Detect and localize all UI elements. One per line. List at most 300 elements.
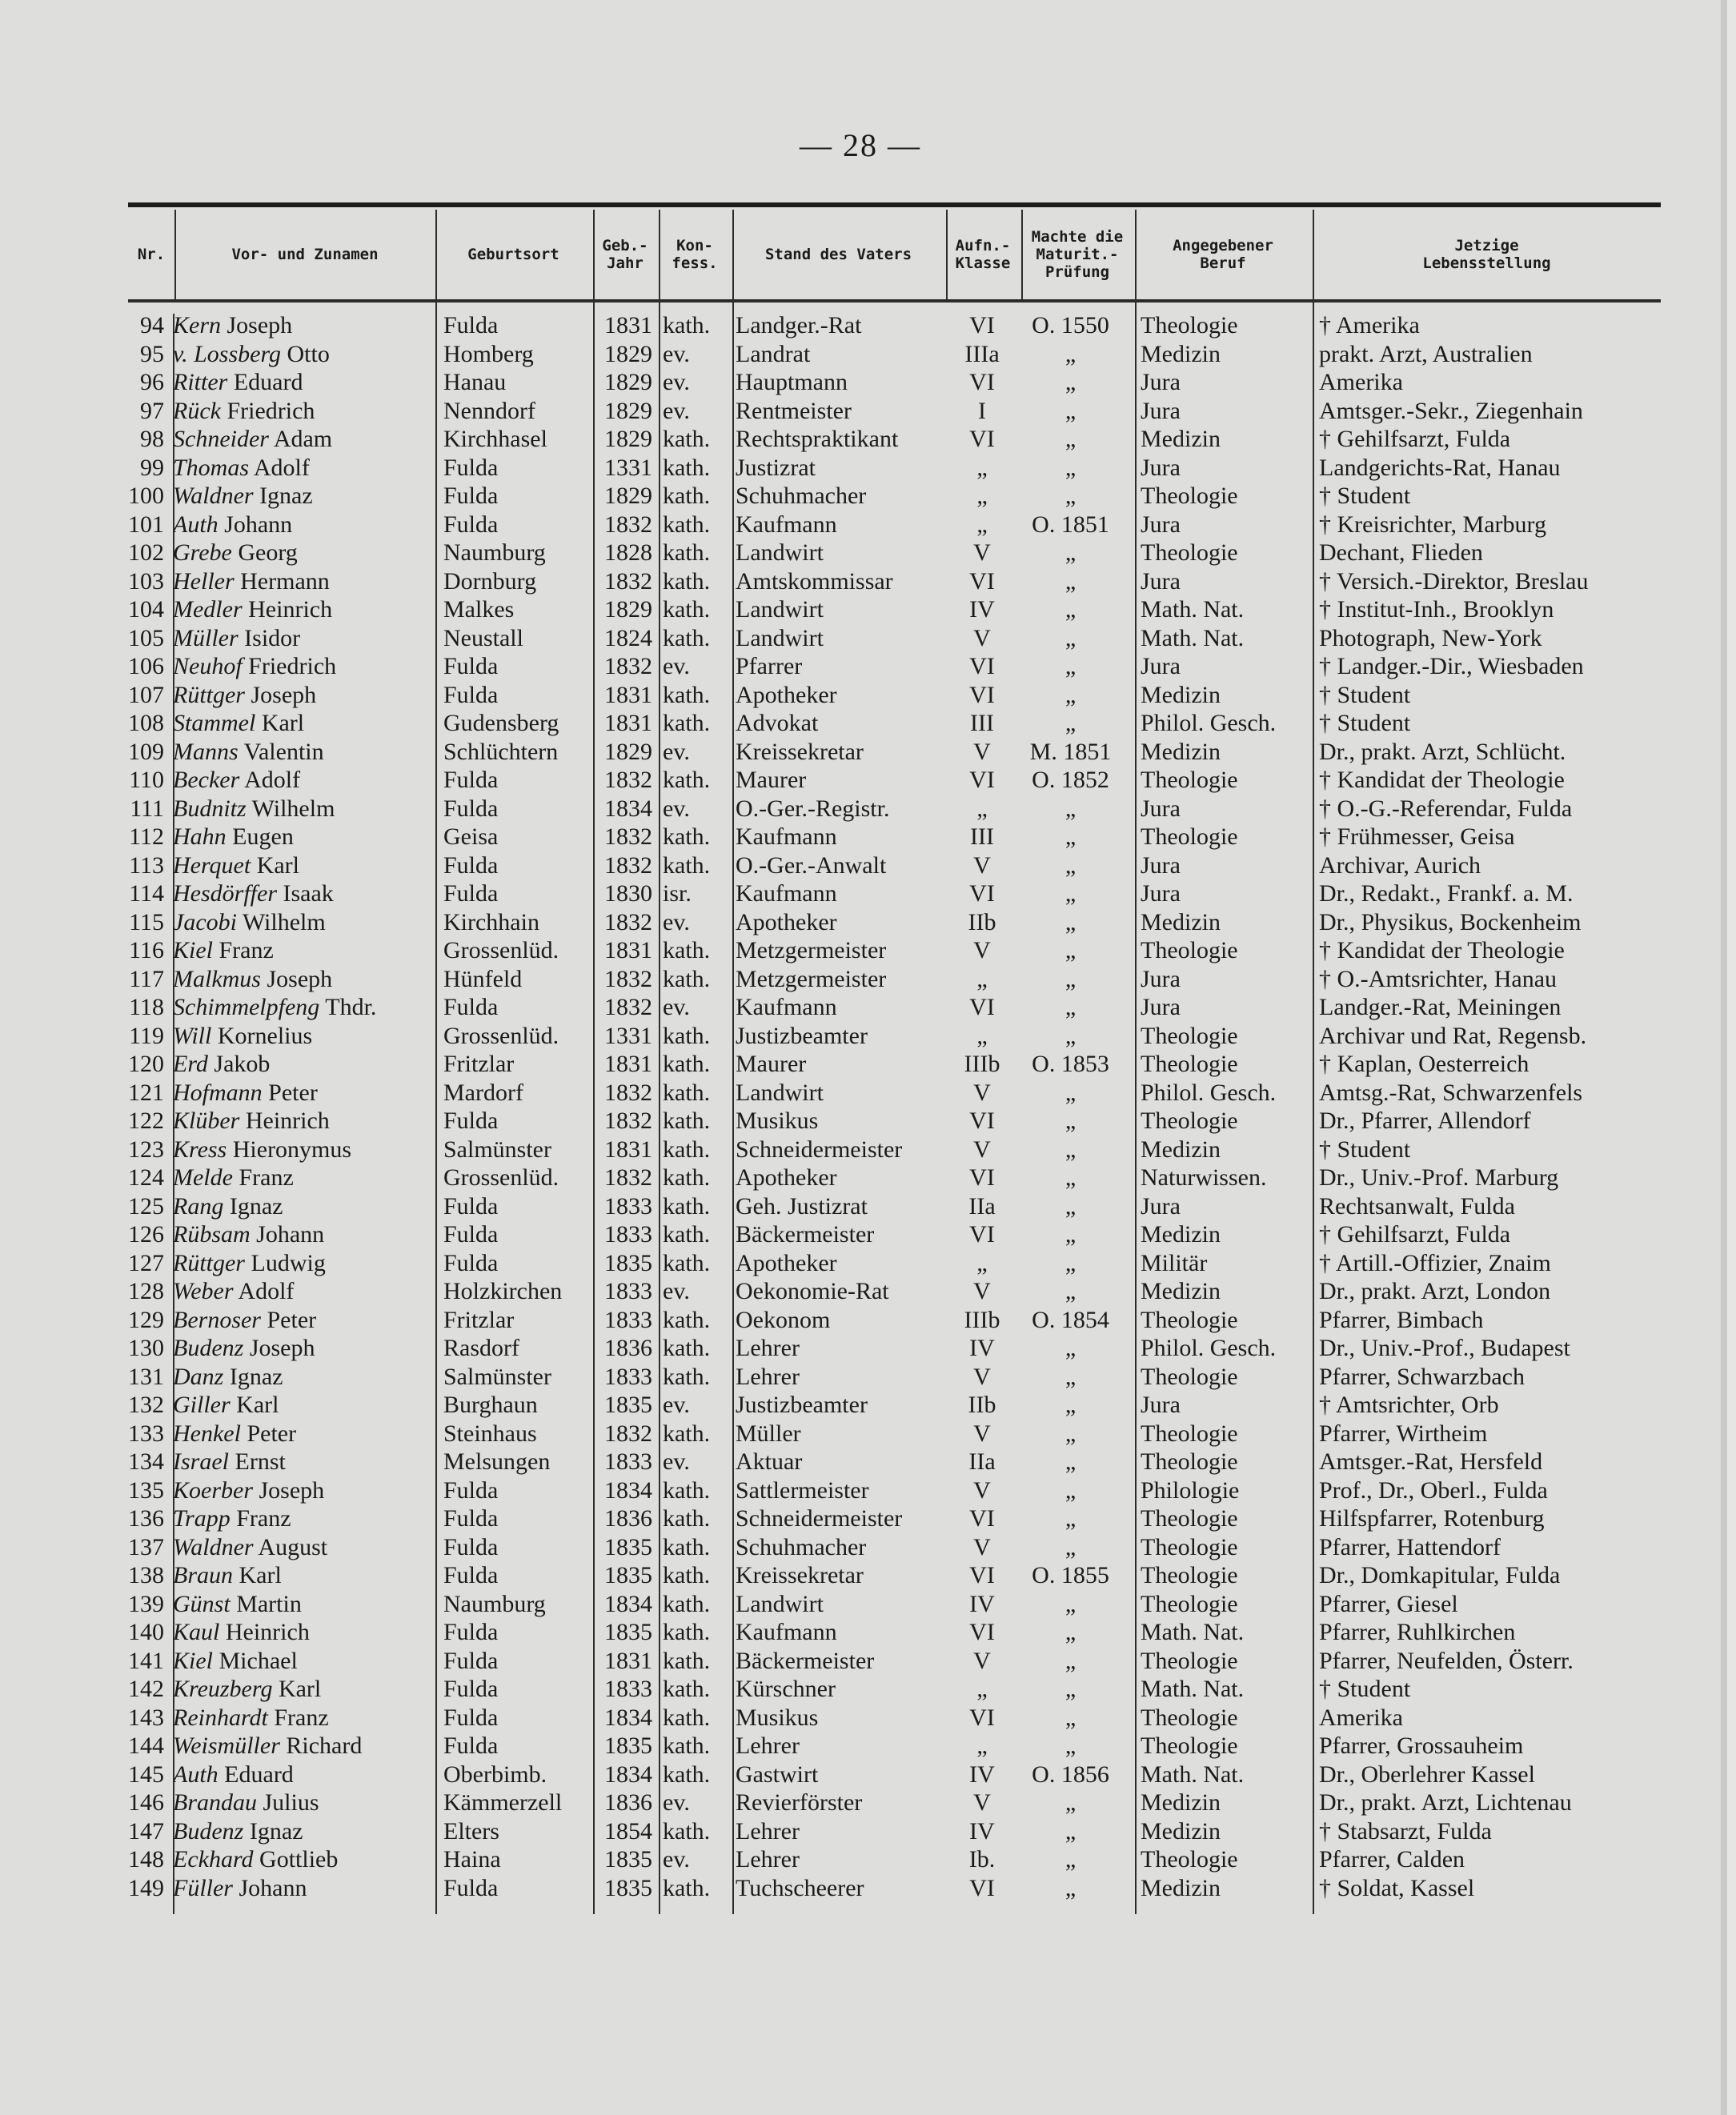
father-occupation: Kaufmann xyxy=(736,1619,837,1645)
current-position: Dr., prakt. Arzt, Lichtenau xyxy=(1319,1789,1572,1816)
admission-class: VI xyxy=(969,1562,995,1588)
current-position: † Student xyxy=(1319,710,1411,736)
current-position: Dr., Univ.-Prof. Marburg xyxy=(1319,1164,1559,1191)
birthplace: Hanau xyxy=(443,369,507,395)
given-name: Kornelius xyxy=(217,1022,313,1049)
surname: Weber xyxy=(173,1278,234,1304)
confession: kath. xyxy=(663,426,711,452)
maturity-exam: „ xyxy=(1064,1476,1076,1504)
maturity-exam: „ xyxy=(1064,851,1076,879)
birthplace: Grossenlüd. xyxy=(443,1022,559,1049)
birthplace: Fulda xyxy=(443,1647,499,1674)
father-occupation: Maurer xyxy=(736,767,807,793)
given-name: Hermann xyxy=(240,567,330,595)
maturity-exam: „ xyxy=(1064,908,1076,935)
current-position: Dr., Pfarrer, Allendorf xyxy=(1319,1108,1531,1134)
birthplace: Homberg xyxy=(443,340,534,367)
maturity-exam: „ xyxy=(1064,965,1076,992)
surname: Henkel xyxy=(173,1420,241,1447)
maturity-exam: „ xyxy=(1064,710,1076,736)
stated-profession: Medizin xyxy=(1141,426,1221,452)
given-name: Friedrich xyxy=(248,653,337,679)
birth-year: 1834 xyxy=(604,795,652,822)
birthplace: Fulda xyxy=(443,1732,499,1759)
maturity-exam: O. 1852 xyxy=(1032,767,1109,793)
given-name: Adam xyxy=(273,426,333,452)
admission-class: „ xyxy=(976,1249,988,1276)
table-row xyxy=(128,567,1661,596)
father-occupation: Bäckermeister xyxy=(736,1221,875,1248)
stated-profession: Theologie xyxy=(1141,1108,1238,1134)
maturity-exam: „ xyxy=(1064,1192,1076,1220)
maturity-exam: „ xyxy=(1064,1704,1076,1731)
birthplace: Fulda xyxy=(443,1221,499,1248)
birth-year: 1833 xyxy=(604,1306,652,1333)
current-position: † Student xyxy=(1319,681,1411,708)
stated-profession: Philol. Gesch. xyxy=(1141,710,1277,736)
admission-class: VI xyxy=(969,426,995,452)
stated-profession: Jura xyxy=(1141,851,1181,879)
current-position: Dechant, Flieden xyxy=(1319,539,1483,566)
maturity-exam: „ xyxy=(1064,1221,1076,1248)
admission-class: „ xyxy=(976,483,988,509)
current-position: † Kreisrichter, Marburg xyxy=(1319,511,1546,538)
table-row xyxy=(128,1504,1661,1533)
surname: Neuhof xyxy=(173,653,243,679)
maturity-exam: „ xyxy=(1064,994,1076,1020)
father-occupation: Kreissekretar xyxy=(736,1562,864,1588)
row-number: 142 xyxy=(128,1676,164,1702)
birthplace: Fritzlar xyxy=(443,1051,515,1077)
table-row xyxy=(128,1022,1661,1051)
current-position: Dr., prakt. Arzt, London xyxy=(1319,1278,1551,1304)
table-row xyxy=(128,1050,1661,1079)
maturity-exam: „ xyxy=(1064,596,1076,623)
confession: ev. xyxy=(663,1278,690,1304)
row-number: 148 xyxy=(128,1846,164,1873)
birthplace: Fulda xyxy=(443,880,499,907)
father-occupation: Kaufmann xyxy=(736,823,837,850)
confession: kath. xyxy=(663,1306,711,1333)
row-number: 139 xyxy=(128,1590,164,1617)
table-row xyxy=(128,1249,1661,1278)
father-occupation: Apotheker xyxy=(736,681,837,708)
stated-profession: Theologie xyxy=(1141,1448,1238,1475)
maturity-exam: „ xyxy=(1064,1335,1076,1361)
confession: ev. xyxy=(663,653,690,679)
maturity-exam: „ xyxy=(1064,567,1076,595)
admission-class: VI xyxy=(969,1704,995,1731)
confession: kath. xyxy=(663,937,711,963)
birthplace: Fulda xyxy=(443,1192,499,1220)
birth-year: 1829 xyxy=(604,483,652,509)
confession: kath. xyxy=(663,767,711,793)
header-lebensstellung: Jetzige Lebensstellung xyxy=(1422,237,1551,272)
stated-profession: Medizin xyxy=(1141,1817,1221,1845)
surname: Kaul xyxy=(173,1619,220,1645)
father-occupation: Metzgermeister xyxy=(736,937,887,963)
birth-year: 1835 xyxy=(604,1846,652,1873)
admission-class: IIb xyxy=(968,908,996,935)
current-position: Pfarrer, Bimbach xyxy=(1319,1306,1484,1333)
header-nr: Nr. xyxy=(137,246,166,263)
birth-year: 1832 xyxy=(604,511,652,538)
current-position: Amtsger.-Sekr., Ziegenhain xyxy=(1319,397,1583,424)
surname: Thomas xyxy=(173,454,250,481)
table-row xyxy=(128,1164,1661,1192)
birthplace: Fulda xyxy=(443,1562,499,1588)
admission-class: VI xyxy=(969,653,995,679)
admission-class: „ xyxy=(976,965,988,992)
given-name: Ernst xyxy=(235,1448,286,1475)
birthplace: Fulda xyxy=(443,312,499,338)
current-position: † Student xyxy=(1319,1676,1411,1702)
row-number: 116 xyxy=(129,937,164,963)
given-name: Ignaz xyxy=(259,483,313,509)
father-occupation: Lehrer xyxy=(736,1335,800,1361)
admission-class: V xyxy=(973,1079,991,1106)
top-rule xyxy=(128,202,1661,207)
table-row xyxy=(128,766,1661,795)
stated-profession: Jura xyxy=(1141,454,1181,481)
surname: Weismüller xyxy=(173,1732,280,1759)
surname: Waldner xyxy=(173,483,254,509)
surname: Reinhardt xyxy=(173,1704,268,1731)
current-position: Pfarrer, Schwarzbach xyxy=(1319,1363,1525,1390)
surname: Schneider xyxy=(173,426,269,452)
birth-year: 1829 xyxy=(604,426,652,452)
birth-year: 1834 xyxy=(604,1704,652,1731)
maturity-exam: „ xyxy=(1064,340,1076,367)
admission-class: III xyxy=(970,710,994,736)
stated-profession: Philol. Gesch. xyxy=(1141,1079,1277,1106)
given-name: Joseph xyxy=(267,965,333,992)
maturity-exam: „ xyxy=(1064,483,1076,509)
admission-class: V xyxy=(973,1476,991,1504)
confession: kath. xyxy=(663,1476,711,1504)
stated-profession: Jura xyxy=(1141,1192,1181,1220)
confession: ev. xyxy=(663,1846,690,1873)
table-row xyxy=(128,624,1661,653)
given-name: Johann xyxy=(224,511,293,538)
confession: kath. xyxy=(663,851,711,879)
birthplace: Malkes xyxy=(443,596,515,623)
current-position: Dr., Domkapitular, Fulda xyxy=(1319,1562,1561,1588)
stated-profession: Theologie xyxy=(1141,539,1238,566)
given-name: Joseph xyxy=(251,681,317,708)
maturity-exam: „ xyxy=(1064,1079,1076,1106)
father-occupation: Musikus xyxy=(736,1704,819,1731)
confession: kath. xyxy=(663,681,711,708)
header-stand-des-vaters: Stand des Vaters xyxy=(764,246,912,263)
confession: ev. xyxy=(663,738,690,765)
table-body xyxy=(128,311,1661,1902)
row-number: 95 xyxy=(140,340,164,367)
surname: Füller xyxy=(173,1874,233,1901)
birthplace: Neustall xyxy=(443,624,523,651)
birth-year: 1331 xyxy=(604,1022,652,1049)
birthplace: Oberbimb. xyxy=(443,1760,547,1788)
surname: Malkmus xyxy=(173,965,261,992)
current-position: Prof., Dr., Oberl., Fulda xyxy=(1319,1476,1548,1504)
confession: ev. xyxy=(663,795,690,822)
confession: kath. xyxy=(663,1108,711,1134)
father-occupation: Kürschner xyxy=(736,1676,836,1702)
row-number: 145 xyxy=(128,1760,164,1788)
birth-year: 1832 xyxy=(604,908,652,935)
admission-class: IIIa xyxy=(964,340,1000,367)
confession: ev. xyxy=(663,908,690,935)
current-position: † Versich.-Direktor, Breslau xyxy=(1319,567,1589,595)
surname: Giller xyxy=(173,1392,231,1418)
row-number: 136 xyxy=(128,1505,164,1532)
admission-class: V xyxy=(973,1136,991,1163)
maturity-exam: O. 1851 xyxy=(1032,511,1109,538)
stated-profession: Math. Nat. xyxy=(1141,1760,1245,1788)
confession: kath. xyxy=(663,483,711,509)
table-row xyxy=(128,1391,1661,1420)
stated-profession: Philologie xyxy=(1141,1476,1240,1504)
father-occupation: Pfarrer xyxy=(736,653,803,679)
birthplace: Kirchhasel xyxy=(443,426,547,452)
surname: Budenz xyxy=(173,1817,244,1845)
confession: kath. xyxy=(663,1079,711,1106)
current-position: Dr., Physikus, Bockenheim xyxy=(1319,908,1582,935)
current-position: † O.-Amtsrichter, Hanau xyxy=(1319,965,1558,992)
current-position: † Landger.-Dir., Wiesbaden xyxy=(1319,653,1584,679)
birth-year: 1833 xyxy=(604,1363,652,1390)
stated-profession: Theologie xyxy=(1141,1704,1238,1731)
header-maturitaet: Machte die Maturit.- Prüfung xyxy=(1031,228,1124,281)
admission-class: VI xyxy=(969,1619,995,1645)
admission-class: „ xyxy=(976,1676,988,1702)
row-number: 113 xyxy=(129,851,164,879)
current-position: Rechtsanwalt, Fulda xyxy=(1319,1192,1515,1220)
table-row xyxy=(128,652,1661,681)
given-name: Valentin xyxy=(243,738,324,765)
given-name: Friedrich xyxy=(227,397,315,424)
stated-profession: Jura xyxy=(1141,511,1181,538)
given-name: Karl xyxy=(278,1676,322,1702)
table-row xyxy=(128,1561,1661,1590)
birth-year: 1831 xyxy=(604,312,652,338)
table-row xyxy=(128,1136,1661,1164)
father-occupation: Musikus xyxy=(736,1108,819,1134)
table-row xyxy=(128,993,1661,1022)
current-position: Amerika xyxy=(1319,369,1403,395)
birth-year: 1832 xyxy=(604,767,652,793)
given-name: Otto xyxy=(287,340,330,367)
father-occupation: Kreissekretar xyxy=(736,738,864,765)
given-name: Peter xyxy=(267,1306,317,1333)
maturity-exam: O. 1550 xyxy=(1032,312,1109,338)
father-occupation: Revierförster xyxy=(736,1789,863,1816)
maturity-exam: „ xyxy=(1064,624,1076,651)
admission-class: V xyxy=(973,738,991,765)
given-name: Ignaz xyxy=(249,1817,303,1845)
table-row xyxy=(128,1107,1661,1136)
maturity-exam: „ xyxy=(1064,1817,1076,1845)
birthplace: Fulda xyxy=(443,454,499,481)
confession: kath. xyxy=(663,1164,711,1191)
admission-class: V xyxy=(973,539,991,566)
father-occupation: Gastwirt xyxy=(736,1760,819,1788)
stated-profession: Jura xyxy=(1141,994,1181,1020)
surname: Bernoser xyxy=(173,1306,261,1333)
stated-profession: Math. Nat. xyxy=(1141,1619,1245,1645)
given-name: Ignaz xyxy=(229,1363,283,1390)
current-position: Landgerichts-Rat, Hanau xyxy=(1319,454,1561,481)
admission-class: V xyxy=(973,624,991,651)
table-row xyxy=(128,511,1661,539)
birthplace: Gudensberg xyxy=(443,710,559,736)
birth-year: 1836 xyxy=(604,1789,652,1816)
stated-profession: Medizin xyxy=(1141,738,1221,765)
stated-profession: Medizin xyxy=(1141,1136,1221,1163)
header-name: Vor- und Zunamen xyxy=(231,246,379,263)
row-number: 128 xyxy=(128,1278,164,1304)
birthplace: Fulda xyxy=(443,795,499,822)
admission-class: IIb xyxy=(968,1392,996,1418)
stated-profession: Medizin xyxy=(1141,1874,1221,1901)
stated-profession: Jura xyxy=(1141,965,1181,992)
row-number: 125 xyxy=(128,1192,164,1220)
confession: kath. xyxy=(663,454,711,481)
table-row xyxy=(128,1704,1661,1732)
current-position: prakt. Arzt, Australien xyxy=(1319,340,1533,367)
table-row xyxy=(128,1420,1661,1448)
confession: kath. xyxy=(663,823,711,850)
current-position: Pfarrer, Calden xyxy=(1319,1846,1465,1873)
row-number: 120 xyxy=(128,1051,164,1077)
stated-profession: Theologie xyxy=(1141,937,1238,963)
surname: Waldner xyxy=(173,1533,254,1560)
admission-class: „ xyxy=(976,511,988,538)
confession: kath. xyxy=(663,1760,711,1788)
birthplace: Fulda xyxy=(443,767,499,793)
birth-year: 1832 xyxy=(604,1108,652,1134)
stated-profession: Jura xyxy=(1141,397,1181,424)
stated-profession: Theologie xyxy=(1141,1363,1238,1390)
row-number: 98 xyxy=(140,426,164,452)
maturity-exam: „ xyxy=(1064,1249,1076,1276)
confession: ev. xyxy=(663,397,690,424)
given-name: Eduard xyxy=(233,369,303,395)
row-number: 99 xyxy=(140,454,164,481)
table-row xyxy=(128,425,1661,454)
table-row xyxy=(128,340,1661,369)
surname: Hahn xyxy=(173,823,227,850)
stated-profession: Theologie xyxy=(1141,1022,1238,1049)
maturity-exam: „ xyxy=(1064,369,1076,395)
surname: Kress xyxy=(173,1136,227,1163)
maturity-exam: „ xyxy=(1064,1022,1076,1049)
confession: ev. xyxy=(663,340,690,367)
current-position: Amtsg.-Rat, Schwarzenfels xyxy=(1319,1079,1583,1106)
row-number: 127 xyxy=(128,1249,164,1276)
admission-class: VI xyxy=(969,1108,995,1134)
confession: ev. xyxy=(663,369,690,395)
surname: Rübsam xyxy=(173,1221,251,1248)
maturity-exam: „ xyxy=(1064,1164,1076,1191)
maturity-exam: „ xyxy=(1064,937,1076,963)
surname: Auth xyxy=(173,511,219,538)
birth-year: 1829 xyxy=(604,596,652,623)
birth-year: 1831 xyxy=(604,1051,652,1077)
row-number: 143 xyxy=(128,1704,164,1731)
current-position: † Soldat, Kassel xyxy=(1319,1874,1475,1901)
given-name: Ludwig xyxy=(251,1249,326,1276)
table-row xyxy=(128,851,1661,880)
birthplace: Fulda xyxy=(443,1533,499,1560)
birthplace: Holzkirchen xyxy=(443,1278,563,1304)
admission-class: „ xyxy=(976,1732,988,1759)
father-occupation: Hauptmann xyxy=(736,369,848,395)
current-position: † Student xyxy=(1319,483,1411,509)
header-konfession: Kon- fess. xyxy=(672,237,718,272)
stated-profession: Theologie xyxy=(1141,823,1238,850)
surname: Rüttger xyxy=(173,1249,245,1276)
confession: kath. xyxy=(663,511,711,538)
birthplace: Fulda xyxy=(443,681,499,708)
father-occupation: Landger.-Rat xyxy=(736,312,862,338)
father-occupation: Sattlermeister xyxy=(736,1476,869,1504)
birthplace: Fulda xyxy=(443,994,499,1020)
admission-class: VI xyxy=(969,369,995,395)
table-row xyxy=(128,1220,1661,1249)
maturity-exam: „ xyxy=(1064,1789,1076,1816)
surname: Koerber xyxy=(173,1476,253,1504)
maturity-exam: O. 1854 xyxy=(1032,1306,1109,1333)
father-occupation: Tuchscheerer xyxy=(736,1874,864,1901)
birth-year: 1831 xyxy=(604,710,652,736)
father-occupation: Oekonomie-Rat xyxy=(736,1278,889,1304)
maturity-exam: „ xyxy=(1064,1676,1076,1702)
current-position: † Kandidat der Theologie xyxy=(1319,767,1565,793)
given-name: Heinrich xyxy=(225,1619,310,1645)
table-row xyxy=(128,397,1661,426)
given-name: Franz xyxy=(219,937,274,963)
given-name: Eugen xyxy=(232,823,294,850)
birthplace: Geisa xyxy=(443,823,499,850)
given-name: Joseph xyxy=(249,1335,315,1361)
birth-year: 1854 xyxy=(604,1817,652,1845)
birthplace: Melsungen xyxy=(443,1448,551,1475)
father-occupation: Kaufmann xyxy=(736,994,837,1020)
given-name: Karl xyxy=(261,710,305,736)
maturity-exam: O. 1853 xyxy=(1032,1051,1109,1077)
birthplace: Naumburg xyxy=(443,539,546,566)
maturity-exam: „ xyxy=(1064,1732,1076,1759)
admission-class: IIa xyxy=(968,1448,996,1475)
admission-class: VI xyxy=(969,567,995,595)
birth-year: 1835 xyxy=(604,1562,652,1588)
father-occupation: Schuhmacher xyxy=(736,1533,867,1560)
row-number: 133 xyxy=(128,1420,164,1447)
maturity-exam: „ xyxy=(1064,1108,1076,1134)
birth-year: 1832 xyxy=(604,1164,652,1191)
row-number: 149 xyxy=(128,1874,164,1901)
admission-class: IIIb xyxy=(964,1051,1000,1077)
maturity-exam: „ xyxy=(1064,539,1076,566)
confession: kath. xyxy=(663,1562,711,1588)
confession: ev. xyxy=(663,1448,690,1475)
admission-class: VI xyxy=(969,994,995,1020)
given-name: Karl xyxy=(256,851,300,879)
row-number: 126 xyxy=(128,1221,164,1248)
birthplace: Fulda xyxy=(443,1108,499,1134)
given-name: Thdr. xyxy=(325,994,377,1020)
